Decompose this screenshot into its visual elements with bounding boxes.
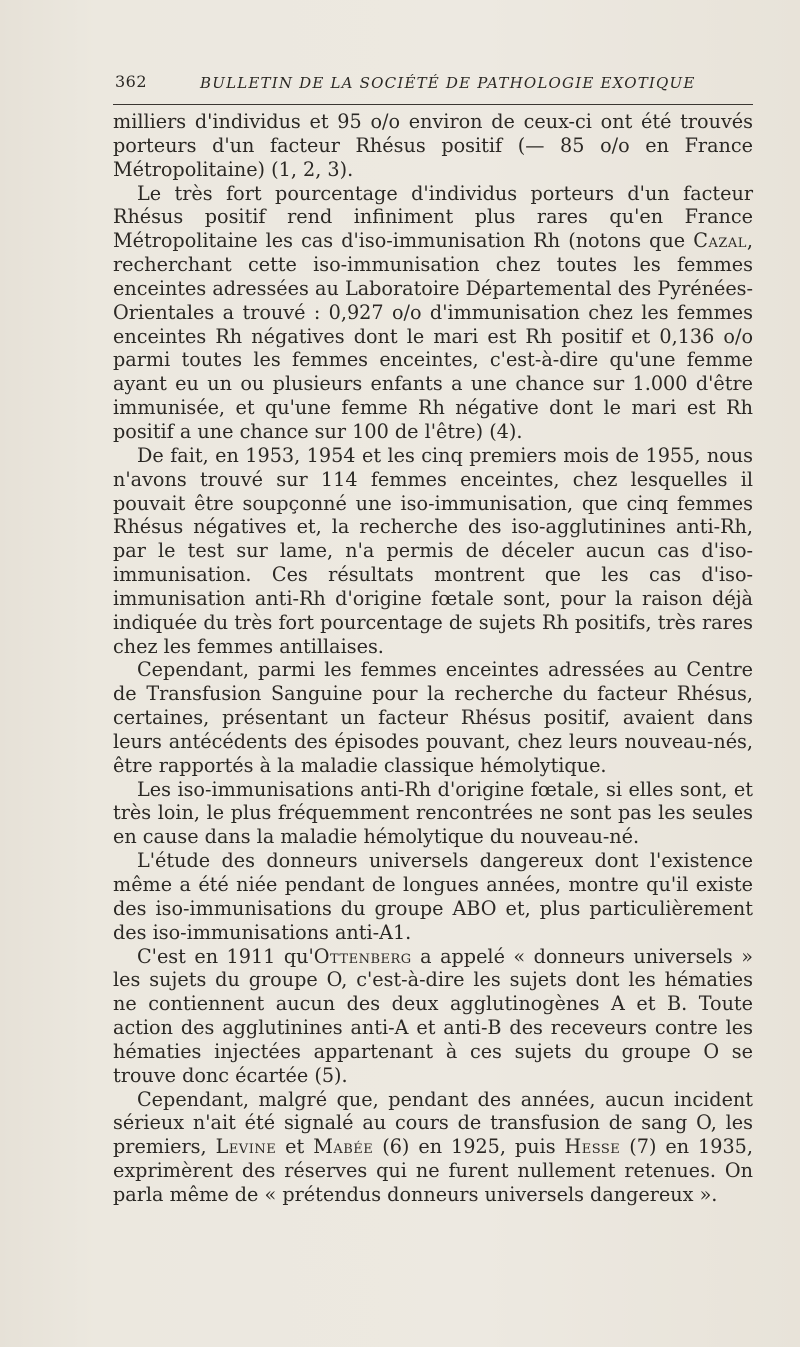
text-run: milliers d'individus et 95 o/o environ de ceux-ci ont été trouvés porteurs d'un facteur Rhésus positif (— 85 o/o en France Métropolitaine) (1, 2, 3). xyxy=(113,110,753,181)
paragraph-p2 xyxy=(113,182,753,444)
paragraph-p7 xyxy=(113,945,753,1088)
author-name: Cazal xyxy=(693,229,747,253)
text-run: Cependant, malgré que, pendant des années, aucun incident sérieux n'ait été signalé au cours de transfusion de sang O, les premiers, xyxy=(113,1087,753,1159)
text-run: (7) en 1935, exprimèrent des réserves qui ne furent nullement retenues. On parla même de « prétendus donneurs universels dangereux ». xyxy=(113,1135,753,1206)
header-rule xyxy=(113,104,753,105)
text-run: Le très fort pourcentage d'individus porteurs d'un facteur Rhésus positif rend infiniment plus rares qu'en France Métropolitaine les cas d'iso-immunisation Rh (notons que xyxy=(113,181,753,253)
text-run: L'étude des donneurs universels dangereux dont l'existence même a été niée pendant de longues années, montre qu'il existe des iso-immunisations du groupe ABO et, plus particulièrement des iso-immunisations anti-A1. xyxy=(113,849,753,944)
text-run: , recherchant cette iso-immunisation chez toutes les femmes enceintes adressées au Laboratoire Départemental des Pyrénées-Orientales a trouvé : 0,927 o/o d'immunisation chez les femmes enceintes Rh négatives dont le mari est Rh positif et 0,136 o/o parmi toutes les femmes enceintes, c'est-à-dire qu'une femme ayant eu un ou plusieurs enfants a une chance sur 1.000 d'être immunisée, et qu'une femme Rh négative dont le mari est Rh positif a une chance sur 100 de l'être) (4). xyxy=(113,229,753,443)
running-title: BULLETIN DE LA SOCIÉTÉ DE PATHOLOGIE EXOTIQUE xyxy=(200,74,696,92)
text-run: Cependant, parmi les femmes enceintes adressées au Centre de Transfusion Sanguine pour la recherche du facteur Rhésus, certaines, présentant un facteur Rhésus positif, avaient dans leurs antécédents des épisodes pouvant, chez leurs nouveau-nés, être rapportés à la maladie classique hémolytique. xyxy=(113,658,753,777)
paragraph-p3 xyxy=(113,444,753,659)
author-name: Ottenberg xyxy=(313,944,412,968)
text-run: Les iso-immunisations anti-Rh d'origine fœtale, si elles sont, et très loin, le plus fréquemment rencontrées ne sont pas les seules en cause dans la maladie hémolytique du nouveau-né. xyxy=(113,777,753,849)
paragraph-p1 xyxy=(113,110,753,182)
body-text xyxy=(113,110,753,1207)
paragraph-p4 xyxy=(113,658,753,777)
text-run: et xyxy=(276,1135,314,1159)
page-header xyxy=(113,70,753,100)
text-run: De fait, en 1953, 1954 et les cinq premiers mois de 1955, nous n'avons trouvé sur 114 femmes enceintes, chez lesquelles il pouvait être soupçonné une iso-immunisation, que cinq femmes Rhésus négatives et, la recherche des iso-agglutinines anti-Rh, par le test sur lame, n'a permis de déceler aucun cas d'iso-immunisation. Ces résultats montrent que les cas d'iso-immunisation anti-Rh d'origine fœtale sont, pour la raison déjà indiquée du très fort pourcentage de sujets Rh positifs, très rares chez les femmes antillaises. xyxy=(113,443,753,658)
author-name: Hesse xyxy=(564,1135,621,1159)
text-run: (6) en 1925, puis xyxy=(373,1135,565,1159)
paragraph-p5 xyxy=(113,778,753,850)
paragraph-p6 xyxy=(113,849,753,944)
text-run: a appelé « donneurs universels » les sujets du groupe O, c'est-à-dire les sujets dont les hématies ne contiennent aucun des deux agglutinogènes A et B. Toute action des agglutinines anti-A et anti-B des receveurs contre les hématies injectées appartenant à ces sujets du groupe O se trouve donc écartée (5). xyxy=(113,944,753,1087)
page-number: 362 xyxy=(115,72,148,91)
text-run: C'est en 1911 qu' xyxy=(137,944,314,968)
paragraph-p8 xyxy=(113,1088,753,1207)
author-name: Mabée xyxy=(313,1135,374,1159)
author-name: Levine xyxy=(215,1135,277,1159)
